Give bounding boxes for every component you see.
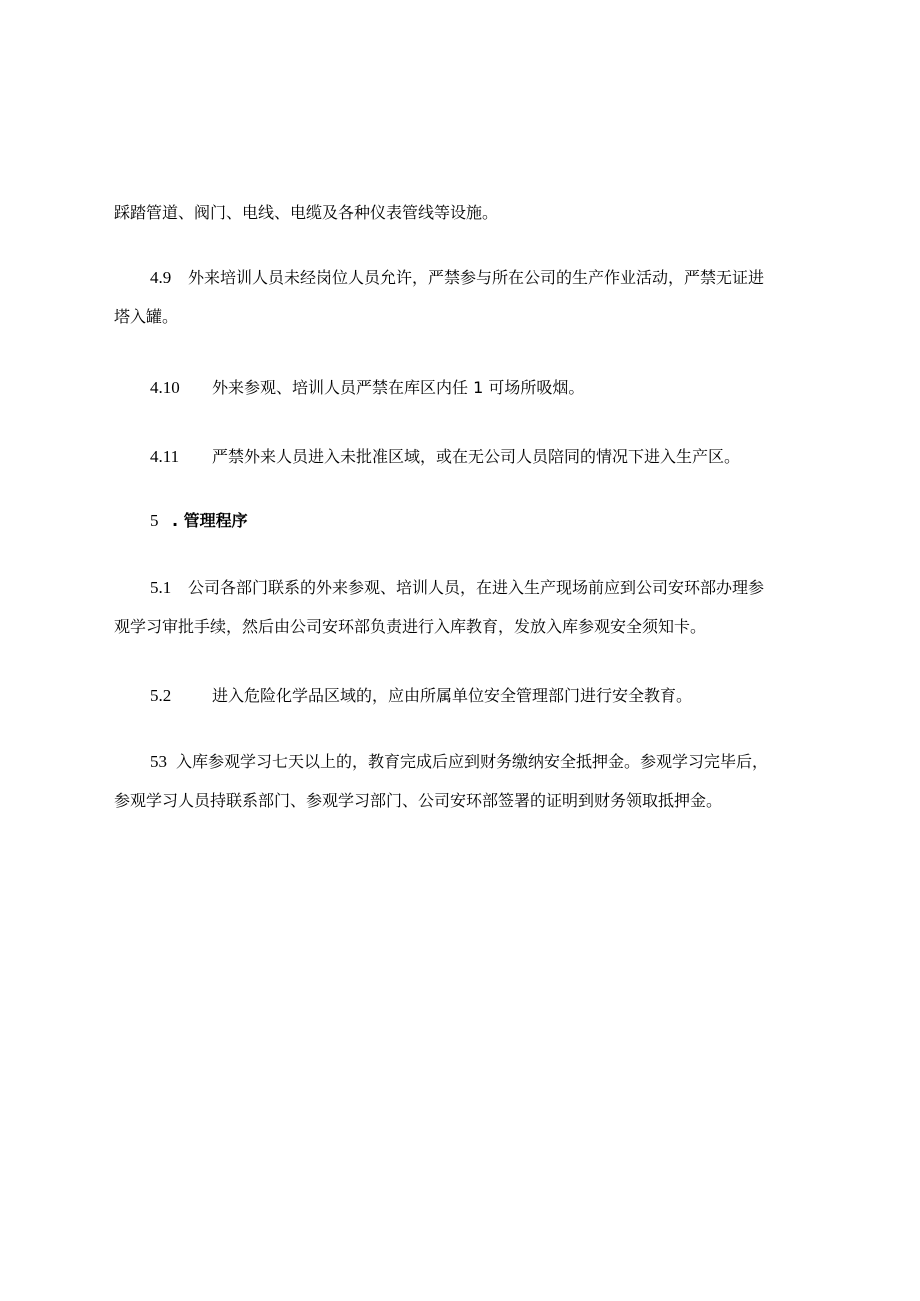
clause-5-1-line-2: 观学习审批手续，然后由公司安环部负责进行入库教育，发放入库参观安全须知卡。 [114,617,707,636]
clause-4-9-line-1: 外来培训人员未经岗位人员允许，严禁参与所在公司的生产作业活动，严禁无证进 [188,268,765,287]
section-5-number: 5 [150,511,159,530]
clause-number-4-9: 4.9 [150,268,172,287]
clause-number-4-10: 4.10 [150,378,180,397]
clause-4-11-line-1: 严禁外来人员进入未批准区域，或在无公司人员陪同的情况下进入生产区。 [212,447,741,466]
section-5-title: . 管理程序 [172,511,248,530]
paragraph-continuation-line: 踩踏管道、阀门、电线、电缆及各种仪表管线等设施。 [114,203,499,222]
clause-5-2-line-1: 进入危险化学品区域的，应由所属单位安全管理部门进行安全教育。 [212,686,693,705]
clause-4-9-line-2: 塔入罐。 [114,307,179,326]
clause-5-1-line-1: 公司各部门联系的外来参观、培训人员，在进入生产现场前应到公司安环部办理参 [188,578,765,597]
clause-number-4-11: 4.11 [150,447,180,466]
clause-number-5-1: 5.1 [150,578,172,597]
clause-number-5-2: 5.2 [150,686,172,705]
clause-4-10-line-1: 外来参观、培训人员严禁在库区内任 1 可场所吸烟。 [212,378,585,397]
clause-5-3-line-1: 入库参观学习七天以上的，教育完成后应到财务缴纳安全抵押金。参观学习完毕后， [176,752,769,771]
clause-number-5-3: 53 [150,752,167,771]
clause-5-3-line-2: 参观学习人员持联系部门、参观学习部门、公司安环部签署的证明到财务领取抵押金。 [114,791,723,810]
